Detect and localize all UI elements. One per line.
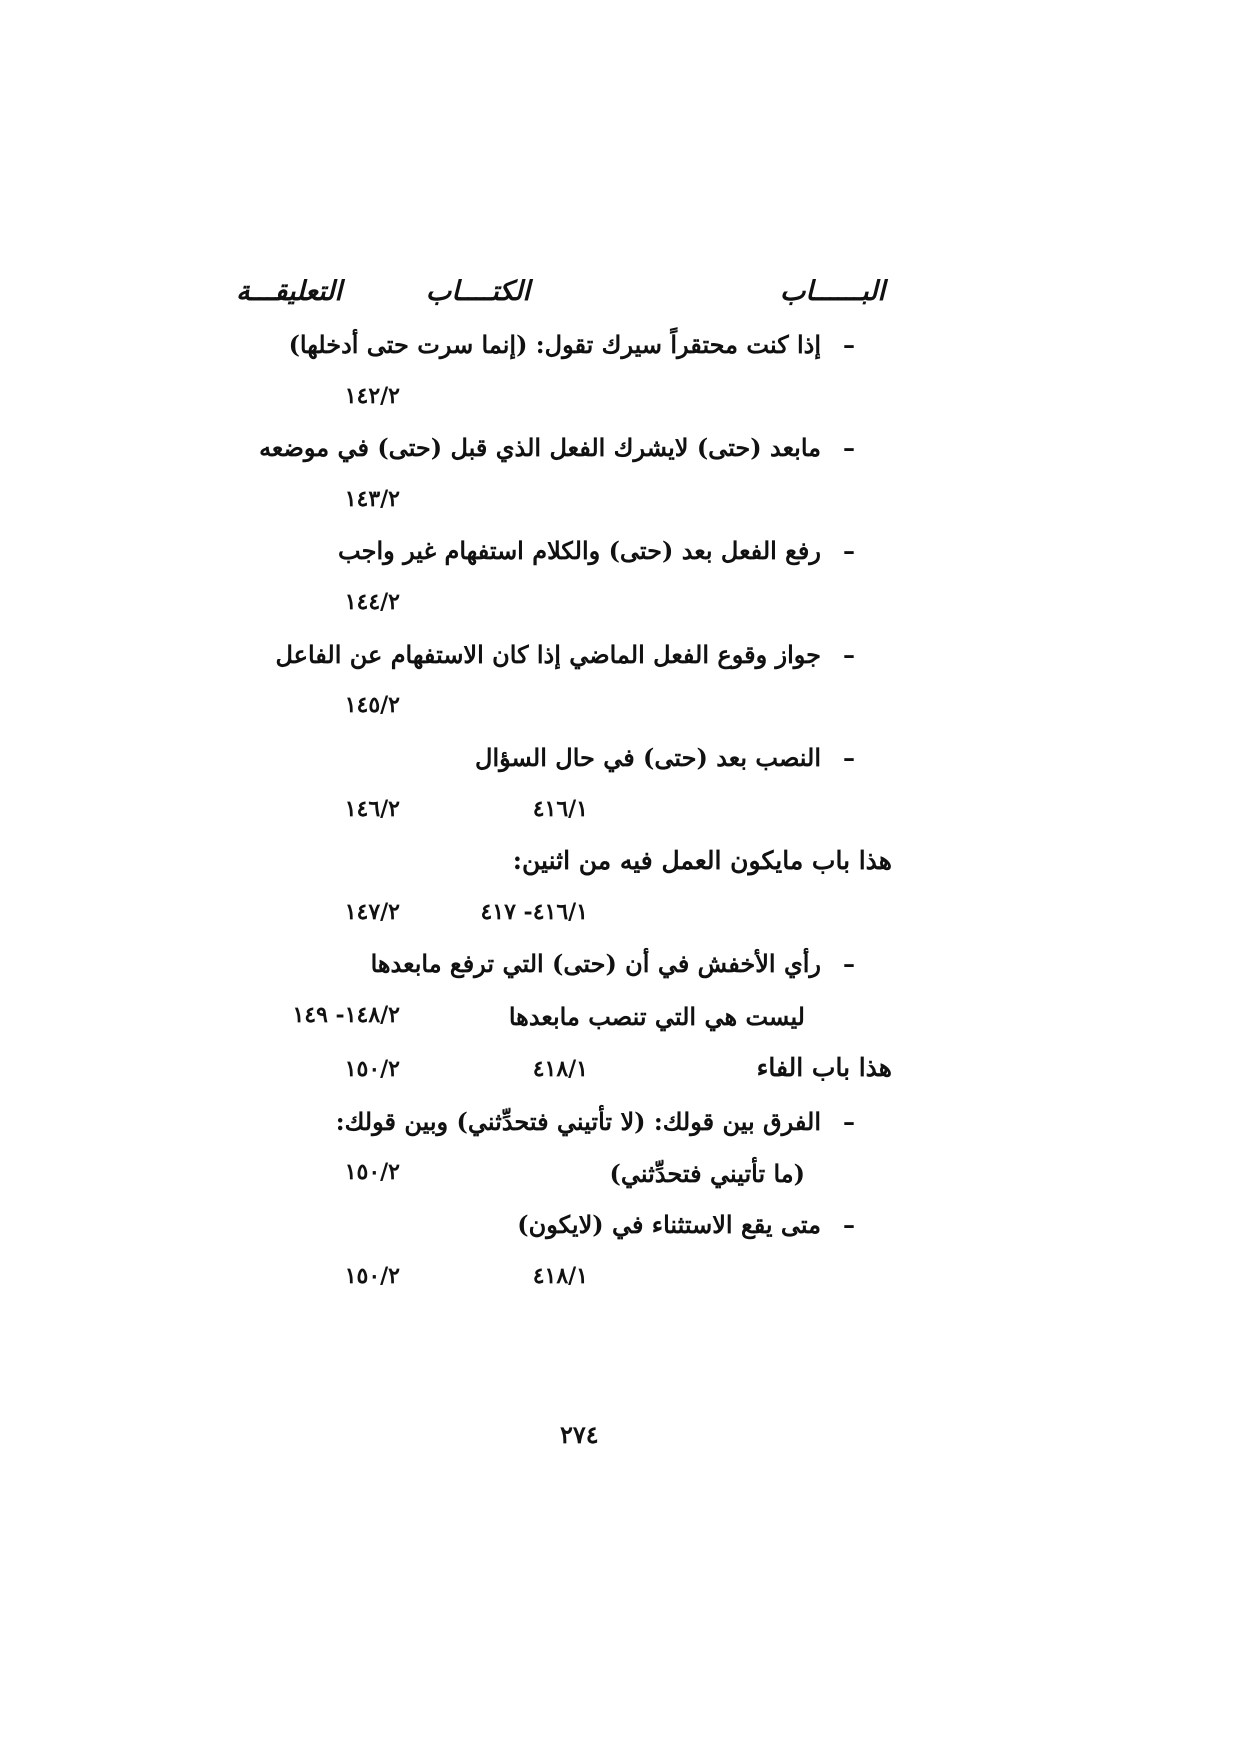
entry-1-text: إذا كنت محتقراً سيرك تقول: (إنما سرت حتى أدخلها) xyxy=(288,330,821,359)
header-col-taliqa: التعليقـــة xyxy=(236,276,342,307)
section-title: هذا باب الفاء xyxy=(756,1053,892,1082)
dash: – xyxy=(843,1210,855,1239)
dash: – xyxy=(843,743,855,772)
entry-text xyxy=(289,330,855,359)
entry-text xyxy=(371,949,855,978)
ref-taliqa: ١٥٠/٢ xyxy=(344,1263,400,1289)
ref-taliqa: ١٥٠/٢ xyxy=(344,1159,400,1185)
ref-kitab: ٤١٦/١- ٤١٧ xyxy=(480,899,588,925)
ref-taliqa: ١٤٨/٢- ١٤٩ xyxy=(292,1002,400,1028)
dash: – xyxy=(843,640,855,669)
ref-taliqa: ١٥٠/٢ xyxy=(344,1056,400,1082)
entry-text xyxy=(259,433,855,462)
farq-line1: الفرق بين قولك: (لا تأتيني فتحدِّثني) وبين قولك: xyxy=(335,1107,821,1136)
entry-2-text: مابعد (حتى) لايشرك الفعل الذي قبل (حتى) في موضعه xyxy=(259,433,821,462)
header-col-bab: البــــــاب xyxy=(780,276,885,307)
dash: – xyxy=(843,1107,855,1136)
ref-kitab: ٤١٨/١ xyxy=(532,1056,588,1082)
ref-taliqa: ١٤٧/٢ xyxy=(344,899,400,925)
entry-5-text: النصب بعد (حتى) في حال السؤال xyxy=(475,743,821,772)
entry-text xyxy=(475,743,855,772)
ref-taliqa: ١٤٣/٢ xyxy=(344,486,400,512)
entry-text xyxy=(275,640,855,669)
farq-line2: (ما تأتيني فتحدِّثني) xyxy=(609,1159,805,1188)
akhfash-line1: رأي الأخفش في أن (حتى) التي ترفع مابعدها xyxy=(370,949,821,978)
ref-taliqa: ١٤٤/٢ xyxy=(344,589,400,615)
ref-kitab: ٤١٨/١ xyxy=(532,1263,588,1289)
dash: – xyxy=(843,330,855,359)
dash: – xyxy=(843,536,855,565)
header-col-kitab: الكتــــاب xyxy=(425,276,530,307)
dash: – xyxy=(843,433,855,462)
entry-text xyxy=(336,1107,855,1136)
entry-4-text: جواز وقوع الفعل الماضي إذا كان الاستفهام عن الفاعل xyxy=(275,640,821,669)
ref-taliqa: ١٤٥/٢ xyxy=(344,692,400,718)
ref-kitab: ٤١٦/١ xyxy=(532,796,588,822)
akhfash-line2: ليست هي التي تنصب مابعدها xyxy=(508,1002,805,1031)
entry-text xyxy=(338,536,855,565)
section-title: هذا باب مايكون العمل فيه من اثنين: xyxy=(512,846,892,875)
dash: – xyxy=(843,949,855,978)
entry-text xyxy=(517,1210,855,1239)
ref-taliqa: ١٤٦/٢ xyxy=(344,796,400,822)
page-number: ٢٧٤ xyxy=(560,1420,599,1449)
entry-3-text: رفع الفعل بعد (حتى) والكلام استفهام غير واجب xyxy=(338,536,821,565)
istithna-text: متى يقع الاستثناء في (لايكون) xyxy=(517,1210,821,1239)
ref-taliqa: ١٤٢/٢ xyxy=(344,383,400,409)
